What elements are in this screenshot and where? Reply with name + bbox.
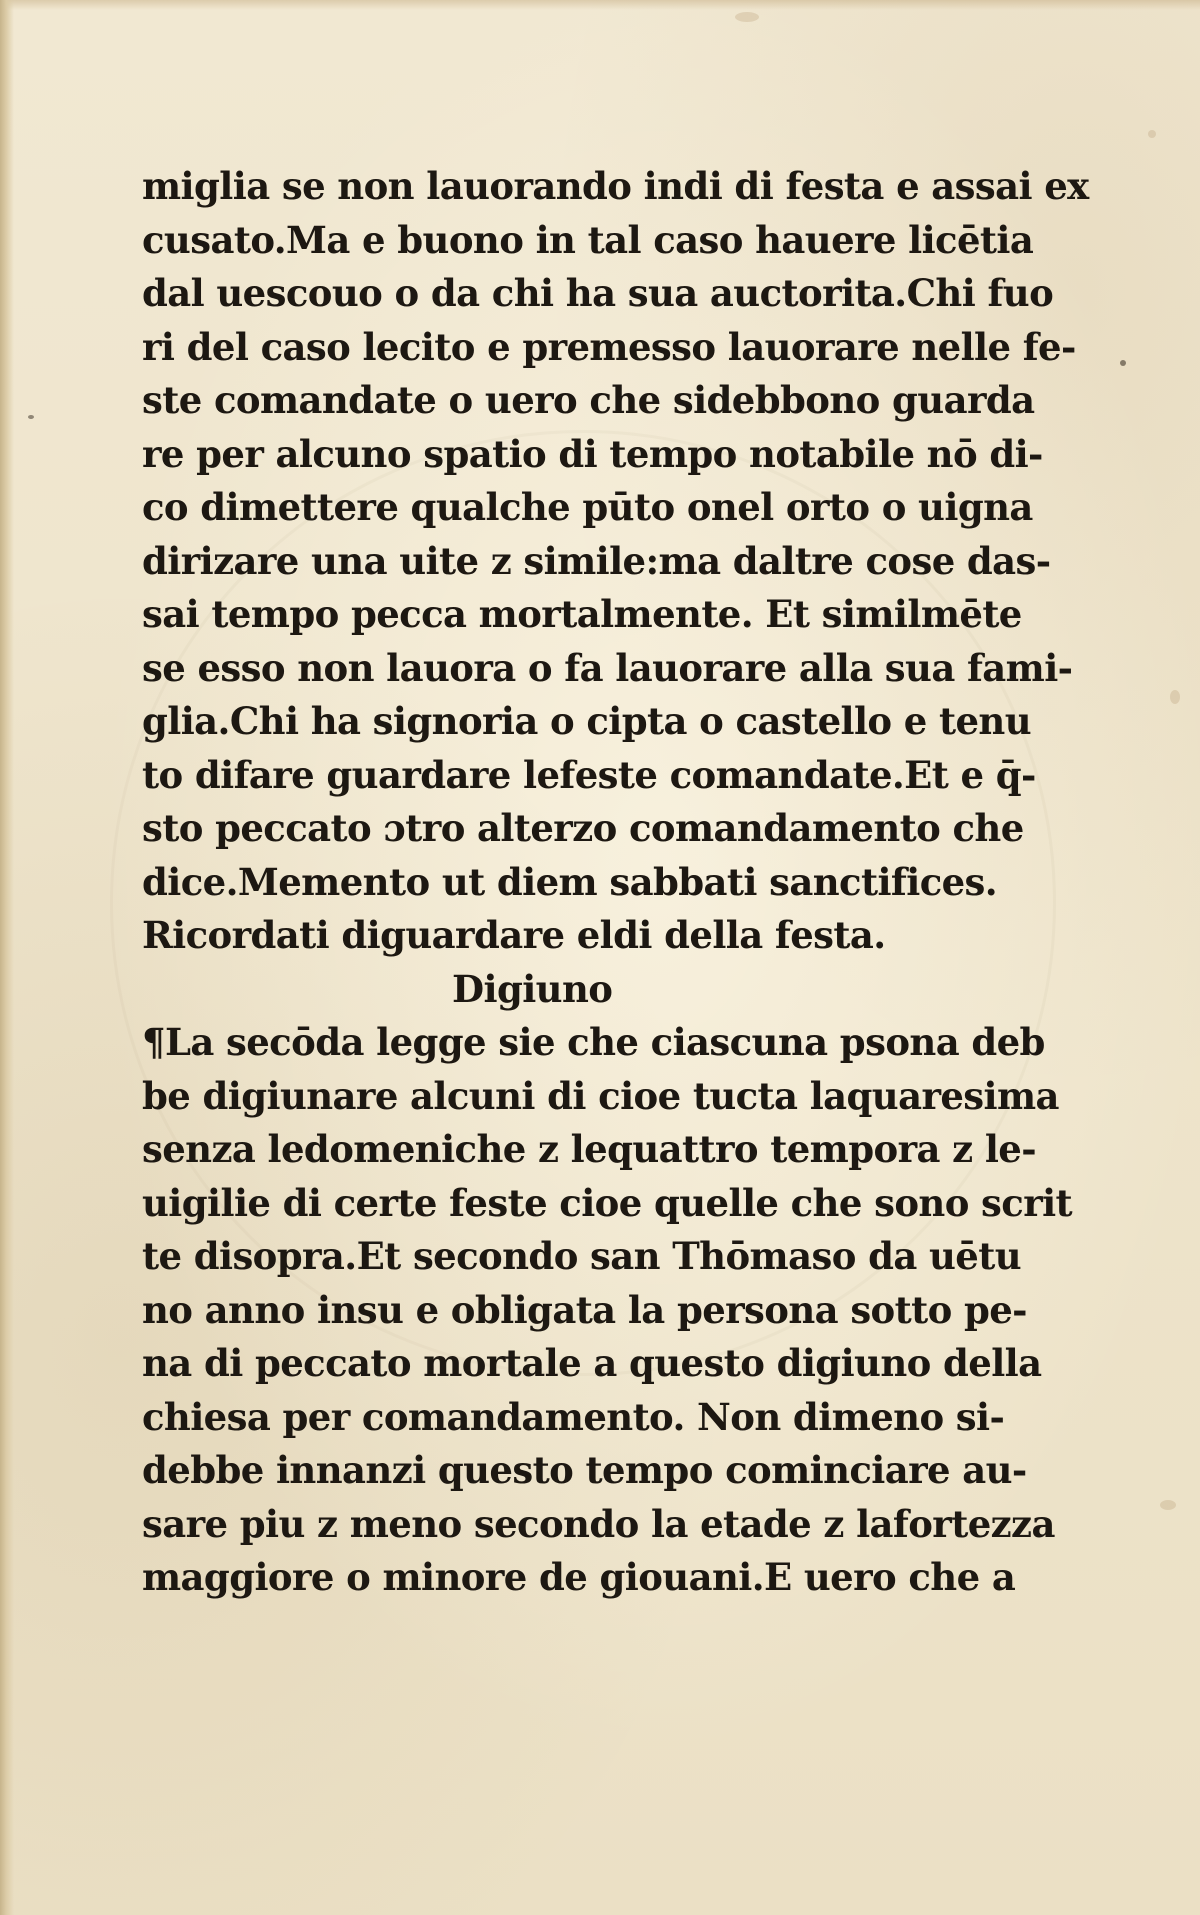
text-line: Ricordati diguardare eldi della festa. — [142, 913, 886, 957]
text-line: glia.Chi ha signoria o cipta o castello e tenu — [142, 699, 1032, 743]
paper-stain — [1160, 1500, 1176, 1510]
paper-stain — [1148, 130, 1156, 138]
text-line: no anno insu e obligata la persona sotto pe- — [142, 1287, 1027, 1332]
text-line: re per alcuno spatio di tempo notabile nō di- — [142, 431, 1043, 476]
text-line: cusato.Ma e buono in tal caso hauere licētia — [142, 217, 1034, 262]
text-line: se esso non lauora o fa lauorare alla sua fami- — [142, 645, 1073, 690]
text-line: dice.Memento ut diem sabbati sanctifices. — [142, 859, 998, 904]
text-line: te disopra.Et secondo san Thōmaso da uētu — [142, 1234, 1022, 1278]
text-line: sto peccato ɔtro alterzo comandamento che — [142, 806, 1024, 850]
page-binding-edge — [0, 0, 14, 1915]
text-line: ¶La secōda legge sie che ciascuna psona deb — [142, 1020, 1045, 1064]
text-line: uigilie di certe feste cioe quelle che sono scrit — [142, 1180, 1073, 1225]
text-line: ri del caso lecito e premesso lauorare nelle fe- — [142, 324, 1076, 369]
text-line: sare piu z meno secondo la etade z lafortezza — [142, 1501, 1055, 1546]
ink-speck — [1120, 360, 1126, 366]
printed-text-block — [142, 160, 1089, 1605]
section-heading: Digiuno — [452, 966, 613, 1011]
ink-speck — [28, 415, 34, 419]
text-line: miglia se non lauorando indi di festa e assai ex — [142, 164, 1089, 208]
text-line: debbe innanzi questo tempo cominciare au- — [142, 1448, 1027, 1492]
text-line: maggiore o minore de giouani.E uero che a — [142, 1555, 1016, 1599]
page-top-edge — [0, 0, 1200, 10]
text-line: chiesa per comandamento. Non dimeno si- — [142, 1394, 1005, 1439]
text-line: to difare guardare lefeste comandate.Et e q̄- — [142, 752, 1036, 797]
text-line: co dimettere qualche pūto onel orto o uigna — [142, 485, 1033, 529]
text-line: be digiunare alcuni di cioe tucta laquaresima — [142, 1073, 1059, 1118]
text-line: na di peccato mortale a questo digiuno della — [142, 1341, 1042, 1385]
text-line: dal uescouo o da chi ha sua auctorita.Chi fuo — [142, 271, 1054, 315]
paper-stain — [735, 12, 759, 22]
text-line: sai tempo pecca mortalmente. Et similmēte — [142, 592, 1022, 636]
text-line: senza ledomeniche z lequattro tempora z le- — [142, 1127, 1036, 1171]
paper-stain — [1170, 690, 1180, 704]
text-line: dirizare una uite z simile:ma daltre cose das- — [142, 538, 1051, 583]
text-line: ste comandate o uero che sidebbono guarda — [142, 378, 1035, 422]
